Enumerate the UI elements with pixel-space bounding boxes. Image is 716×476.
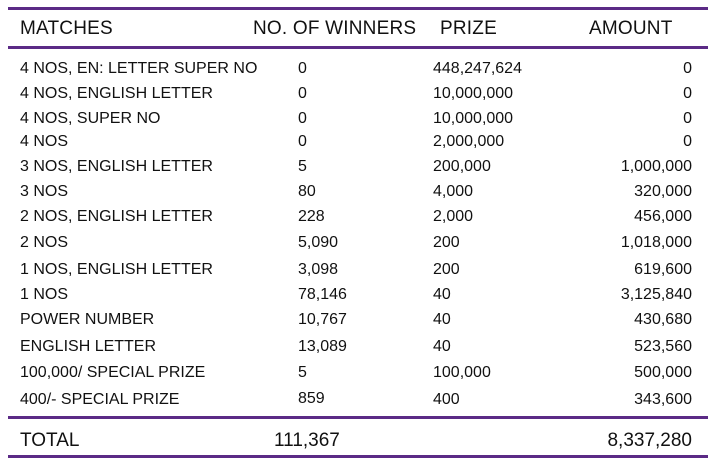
top-rule <box>8 7 708 10</box>
header-winners: NO. OF WINNERS <box>253 18 417 39</box>
header-prize: PRIZE <box>440 18 497 39</box>
header-matches: MATCHES <box>20 18 113 39</box>
prize-cell: 448,247,624 <box>433 60 522 77</box>
prize-cell: 200 <box>433 261 460 278</box>
table-row <box>0 338 716 362</box>
prize-cell: 4,000 <box>433 183 474 200</box>
amount-cell: 1,000,000 <box>620 158 692 175</box>
match-cell: ENGLISH LETTER <box>20 338 157 355</box>
amount-cell: 0 <box>683 85 692 102</box>
winners-cell: 859 <box>298 390 325 407</box>
table-row <box>0 234 716 258</box>
table-row <box>0 286 716 310</box>
table-row <box>0 110 716 134</box>
winners-cell: 5 <box>298 158 307 175</box>
match-cell: 3 NOS, ENGLISH LETTER <box>20 158 213 175</box>
table-row <box>0 158 716 182</box>
match-cell: 4 NOS, ENGLISH LETTER <box>20 85 213 102</box>
winners-cell: 13,089 <box>298 338 347 355</box>
winners-cell: 3,098 <box>298 261 339 278</box>
match-cell: 2 NOS <box>20 234 69 251</box>
table-row <box>0 391 716 415</box>
match-cell: 100,000/ SPECIAL PRIZE <box>20 364 206 381</box>
amount-cell: 619,600 <box>634 261 692 278</box>
prize-cell: 2,000 <box>433 208 474 225</box>
total-amount: 8,337,280 <box>607 430 692 451</box>
table-row <box>0 261 716 285</box>
prize-cell: 400 <box>433 391 460 408</box>
match-cell: 4 NOS <box>20 133 69 150</box>
winners-cell: 5 <box>298 364 307 381</box>
table-row <box>0 208 716 232</box>
amount-cell: 0 <box>683 60 692 77</box>
table-row <box>0 311 716 335</box>
prize-cell: 40 <box>433 286 451 303</box>
match-cell: 4 NOS, EN: LETTER SUPER NO <box>20 60 258 77</box>
amount-cell: 3,125,840 <box>620 286 692 303</box>
amount-cell: 320,000 <box>634 183 692 200</box>
table-row <box>0 85 716 109</box>
table-row <box>0 183 716 207</box>
prize-cell: 2,000,000 <box>433 133 505 150</box>
match-cell: 400/- SPECIAL PRIZE <box>20 391 180 408</box>
amount-cell: 0 <box>683 110 692 127</box>
match-cell: 1 NOS, ENGLISH LETTER <box>20 261 213 278</box>
winners-cell: 0 <box>298 110 307 127</box>
match-cell: 4 NOS, SUPER NO <box>20 110 161 127</box>
amount-cell: 343,600 <box>634 391 692 408</box>
match-cell: POWER NUMBER <box>20 311 155 328</box>
prize-cell: 200 <box>433 234 460 251</box>
amount-cell: 430,680 <box>634 311 692 328</box>
winners-cell: 5,090 <box>298 234 339 251</box>
prize-cell: 40 <box>433 338 451 355</box>
prize-cell: 40 <box>433 311 451 328</box>
match-cell: 3 NOS <box>20 183 69 200</box>
total-rule-top <box>8 416 708 419</box>
match-cell: 1 NOS <box>20 286 69 303</box>
amount-cell: 1,018,000 <box>620 234 692 251</box>
amount-cell: 0 <box>683 133 692 150</box>
table-row <box>0 364 716 388</box>
prize-cell: 200,000 <box>433 158 491 175</box>
prize-cell: 10,000,000 <box>433 110 514 127</box>
header-rule <box>8 46 708 49</box>
winners-cell: 228 <box>298 208 325 225</box>
header-amount: AMOUNT <box>589 18 673 39</box>
total-rule-bottom <box>8 455 708 458</box>
amount-cell: 456,000 <box>634 208 692 225</box>
winners-cell: 80 <box>298 183 316 200</box>
total-label: TOTAL <box>20 430 80 451</box>
amount-cell: 500,000 <box>634 364 692 381</box>
winners-cell: 78,146 <box>298 286 347 303</box>
table-row <box>0 60 716 84</box>
match-cell: 2 NOS, ENGLISH LETTER <box>20 208 213 225</box>
winners-cell: 10,767 <box>298 311 347 328</box>
winners-cell: 0 <box>298 133 307 150</box>
winners-cell: 0 <box>298 85 307 102</box>
prize-cell: 10,000,000 <box>433 85 514 102</box>
total-winners: 111,367 <box>274 430 340 451</box>
table-row <box>0 133 716 157</box>
amount-cell: 523,560 <box>634 338 692 355</box>
winners-cell: 0 <box>298 60 307 77</box>
prize-cell: 100,000 <box>433 364 491 381</box>
